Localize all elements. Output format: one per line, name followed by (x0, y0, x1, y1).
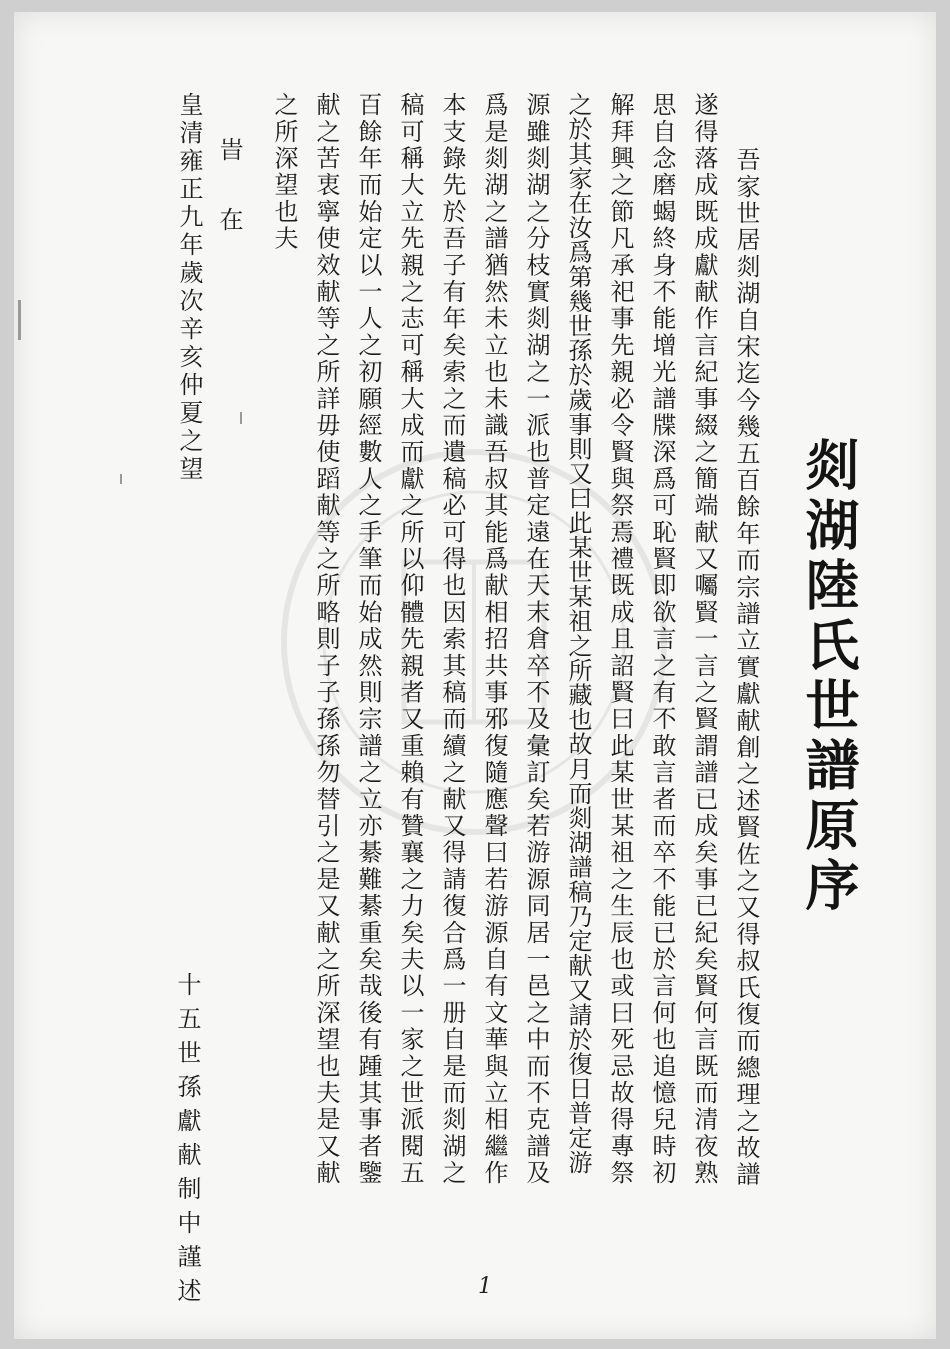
document-page (14, 12, 936, 1339)
text-column-3: 思自念磨蝎終身不能增光譜牒深爲可恥賢即欲言之有不敢言者而卒不能已於言何也追憶兒時初 (648, 92, 676, 1187)
text-column-5: 之於其家在汝爲第幾世孫於歲事則又曰此某世某祖之所藏也故月而剡湖譜稿乃定献又請於復日普定游 (564, 92, 592, 1175)
text-column-2: 遂得落成既成獻献作言紀事綴之簡端献又囑賢一言之賢謂譜已成矣事已紀矣賢何言既而清夜熟 (690, 92, 718, 1187)
date-prefix: 旹 (215, 137, 243, 164)
text-column-10: 百餘年而始定以一人之初願經數人之手筆而始成然則宗譜之立亦綦難綦重矣哉後有踵其事者鑒 (354, 92, 382, 1187)
scan-mark (18, 300, 21, 340)
text-column-9: 稿可稱大立先親之志可稱大成而獻之所以仰體先親者又重賴有贊襄之力矣夫以一家之世派閱五 (396, 92, 424, 1187)
scan-mark (120, 474, 122, 484)
text-column-8: 本支錄先於吾子有年矣索之而遺稿必可得也因索其稿而續之献又得請復合爲一册自是而剡湖之 (438, 92, 466, 1187)
signature: 十五世孫獻献制中謹述 (173, 972, 201, 1312)
text-column-7: 爲是剡湖之譜猶然未立也未識吾叔其能爲献相招共事邪復隨應聲曰若游源自有文華與立相繼作 (480, 92, 508, 1187)
text-column-12: 之所深望也夫 (270, 92, 298, 253)
document-title: 剡湖陸氏世譜原序 (797, 437, 861, 917)
date-mid: 在 (215, 207, 243, 234)
scan-mark (240, 412, 242, 424)
text-column-1: 吾家世居剡湖自宋迄今幾五百餘年而宗譜立實獻献創之述賢佐之又得叔氏復而總理之故譜 (732, 147, 760, 1189)
date-line: 皇清雍正九年歲次辛亥仲夏之望 (175, 92, 203, 484)
text-column-6: 源雖剡湖之分枝實剡湖之一派也普定遠在天末倉卒不及彙訂矣若游源同居一邑之中而不克譜及 (522, 92, 550, 1187)
page-number: 1 (478, 1274, 492, 1299)
text-column-4: 解拜興之節凡承祀事先親必令賢與祭焉禮既成且詔賢曰此某世某祖之生辰也或曰死忌故得專祭 (606, 92, 634, 1187)
text-column-11: 献之苦衷寧使效献等之所詳毋使蹈献等之所略則子子孫孫勿替引之是又献之所深望也夫是又献 (312, 92, 340, 1187)
